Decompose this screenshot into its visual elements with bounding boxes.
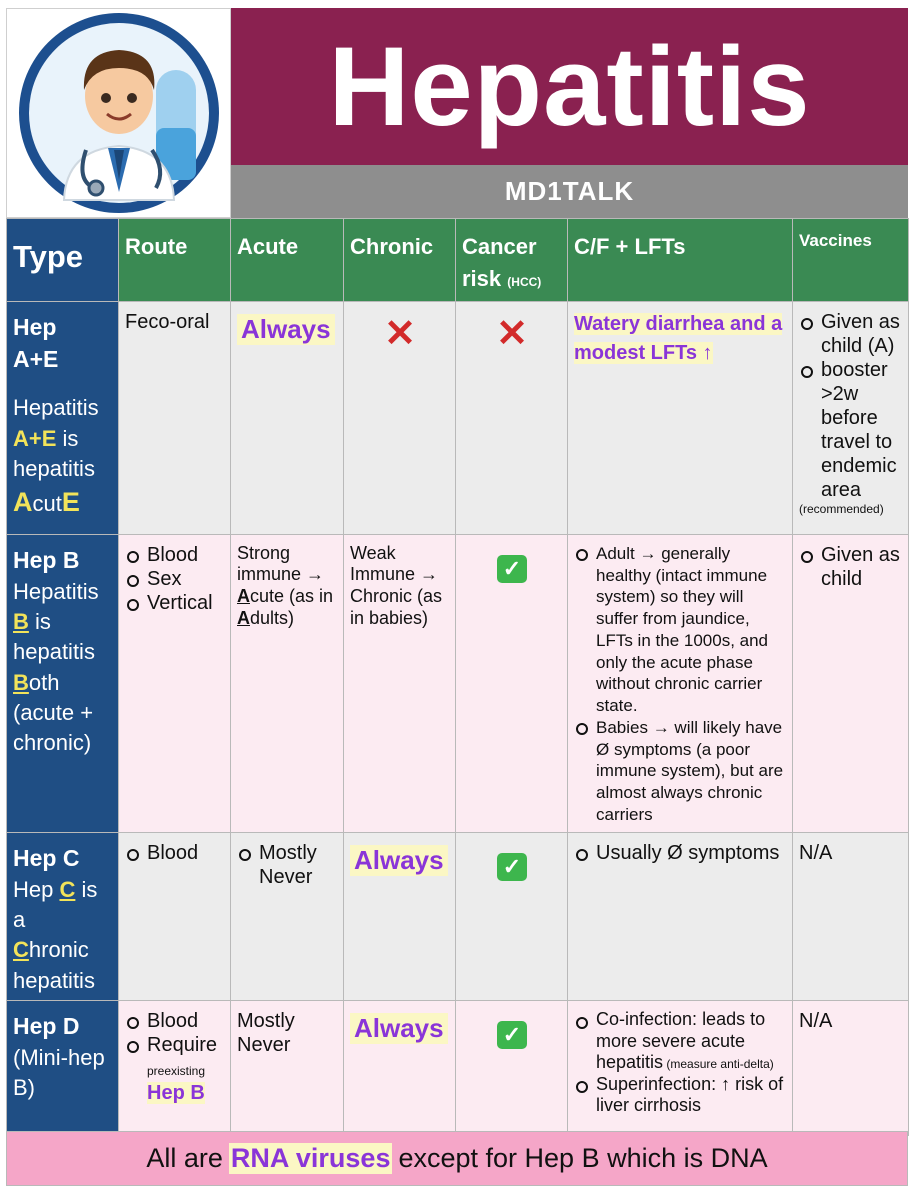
mnemonic-highlight: B xyxy=(13,608,29,634)
subtitle-banner xyxy=(231,165,908,218)
cancer-cell xyxy=(456,301,568,534)
route-item-note: preexisting xyxy=(147,1063,206,1078)
acute-text: Strong immune → xyxy=(237,542,325,585)
table-row xyxy=(7,534,909,832)
title-banner xyxy=(231,8,908,165)
mnemonic-highlight: E xyxy=(61,487,80,518)
mnemonic-highlight: B xyxy=(13,669,29,695)
vaccine-cell: N/A xyxy=(793,1000,909,1135)
footer-text: All are xyxy=(146,1143,223,1173)
route-cell xyxy=(119,832,231,1000)
hcc-label: (HCC) xyxy=(507,274,542,289)
col-vaccines-header: Vaccines xyxy=(793,219,909,302)
cf-item: Babies → will likely have Ø symptoms (a poor immune system), but are almost always chronic carriers xyxy=(574,717,787,826)
mnemonic-text: Hep xyxy=(13,876,60,902)
cf-highlight: Watery diarrhea and a modest LFTs ↑ xyxy=(574,312,783,364)
type-subtitle: (Mini-hep B) xyxy=(13,1044,105,1101)
mnemonic-text: cut xyxy=(32,491,62,517)
cf-item-text: leads to more severe acute hepatitis xyxy=(596,1008,766,1073)
type-cell-hepd xyxy=(7,1000,119,1135)
cf-item: Usually Ø symptoms xyxy=(574,841,787,865)
type-name: Hep xyxy=(13,313,57,340)
doctor-avatar-icon xyxy=(16,10,222,216)
always-badge: Always xyxy=(350,1013,448,1044)
footer-note xyxy=(6,1131,908,1186)
route-item: Blood xyxy=(125,841,225,865)
chronic-cell xyxy=(344,301,456,534)
mnemonic-text: is xyxy=(28,608,51,634)
mnemonic-highlight: C xyxy=(13,937,29,963)
cf-item-note: (measure anti-delta) xyxy=(663,1057,774,1072)
vaccine-item xyxy=(799,358,903,502)
table-row xyxy=(7,1000,909,1135)
mnemonic-line: Hepatitis xyxy=(13,395,99,421)
acute-text: dults) xyxy=(250,607,295,628)
mnemonic-text: hronic hepatitis xyxy=(13,937,95,993)
type-name: Hep C xyxy=(13,844,80,871)
route-cell xyxy=(119,1000,231,1135)
cancer-cell xyxy=(456,534,568,832)
type-cell-hepc xyxy=(7,832,119,1000)
check-icon: ✓ xyxy=(497,853,527,881)
route-item-text: Require xyxy=(147,1033,218,1056)
col-cf-header: C/F + LFTs xyxy=(568,219,793,302)
hepatitis-table xyxy=(6,218,909,1136)
route-item-highlight: Hep B xyxy=(147,1081,205,1104)
risk-label: risk xyxy=(462,265,502,291)
cf-item xyxy=(574,1009,787,1074)
check-icon: ✓ xyxy=(497,1021,527,1049)
vaccine-note: (recommended) xyxy=(799,501,884,516)
cf-cell xyxy=(568,301,793,534)
mnemonic-text: is a xyxy=(13,876,98,932)
table-row xyxy=(7,301,909,534)
cross-icon: ✕ xyxy=(496,312,528,355)
route-cell xyxy=(119,534,231,832)
acute-text: cute (as in xyxy=(250,585,334,606)
vaccine-cell xyxy=(793,534,909,832)
check-icon: ✓ xyxy=(497,555,527,583)
cf-item-label: Co-infection: xyxy=(596,1008,703,1029)
route-item: Sex xyxy=(125,567,225,591)
table-row xyxy=(7,832,909,1000)
route-cell: Feco-oral xyxy=(119,301,231,534)
type-name: Hep B xyxy=(13,546,80,573)
footer-highlight: RNA viruses xyxy=(230,1143,391,1173)
route-item: Blood xyxy=(125,1009,225,1033)
acute-letter: A xyxy=(237,585,250,606)
col-acute-header: Acute xyxy=(231,219,344,302)
logo-cell xyxy=(6,8,231,218)
acute-cell xyxy=(231,832,344,1000)
chronic-cell xyxy=(344,1000,456,1135)
type-name-sub: A+E xyxy=(13,345,59,372)
header-row xyxy=(7,219,909,302)
type-name: Hep D xyxy=(13,1012,80,1039)
vaccine-item-text: booster >2w before travel to endemic area xyxy=(821,358,897,501)
chronic-cell: Weak Immune → Chronic (as in babies) xyxy=(344,534,456,832)
cf-item: Adult → generally healthy (intact immune system) so they will suffer from jaundice, LFTs in the 1000s, and only the acute phase without chronic carrier state. xyxy=(574,543,787,717)
col-chronic-header: Chronic xyxy=(344,219,456,302)
mnemonic-highlight: C xyxy=(59,876,76,902)
route-item: Vertical xyxy=(125,591,225,615)
page-subtitle: MD1TALK xyxy=(504,176,635,206)
cf-cell xyxy=(568,832,793,1000)
mnemonic-text: is xyxy=(56,425,79,451)
mnemonic-line: hepatitis xyxy=(13,639,95,665)
cf-item: Superinfection: ↑ risk of liver cirrhosis xyxy=(574,1074,787,1117)
mnemonic-line: (acute + chronic) xyxy=(13,699,94,756)
page-title: Hepatitis xyxy=(328,24,811,149)
col-route-header: Route xyxy=(119,219,231,302)
always-badge: Always xyxy=(237,314,335,345)
mnemonic-line: Hepatitis xyxy=(13,578,99,604)
chronic-cell xyxy=(344,832,456,1000)
acute-cell: Mostly Never xyxy=(231,1000,344,1135)
vaccine-item: Given as child xyxy=(799,543,903,591)
acute-cell xyxy=(231,301,344,534)
cancer-label: Cancer xyxy=(462,234,537,259)
cancer-cell xyxy=(456,1000,568,1135)
vaccine-cell xyxy=(793,301,909,534)
acute-cell xyxy=(231,534,344,832)
vaccine-item: Given as child (A) xyxy=(799,310,903,358)
mnemonic-line: hepatitis xyxy=(13,455,95,481)
cf-cell xyxy=(568,534,793,832)
acute-item: Mostly Never xyxy=(237,841,338,889)
cancer-cell xyxy=(456,832,568,1000)
col-cancer-header xyxy=(456,219,568,302)
mnemonic-text: oth xyxy=(28,669,60,695)
cross-icon: ✕ xyxy=(384,312,416,355)
col-type-header: Type xyxy=(7,219,119,302)
hepatitis-infographic xyxy=(6,8,908,1186)
cf-cell xyxy=(568,1000,793,1135)
always-badge: Always xyxy=(350,845,448,876)
footer-text: except for Hep B which is DNA xyxy=(398,1143,768,1173)
vaccine-cell: N/A xyxy=(793,832,909,1000)
acute-letter: A xyxy=(237,607,250,628)
type-cell-hepae xyxy=(7,301,119,534)
route-item xyxy=(125,1033,225,1105)
route-item: Blood xyxy=(125,543,225,567)
mnemonic-highlight: A+E xyxy=(13,425,57,451)
mnemonic-highlight: A xyxy=(13,487,33,518)
type-cell-hepb xyxy=(7,534,119,832)
